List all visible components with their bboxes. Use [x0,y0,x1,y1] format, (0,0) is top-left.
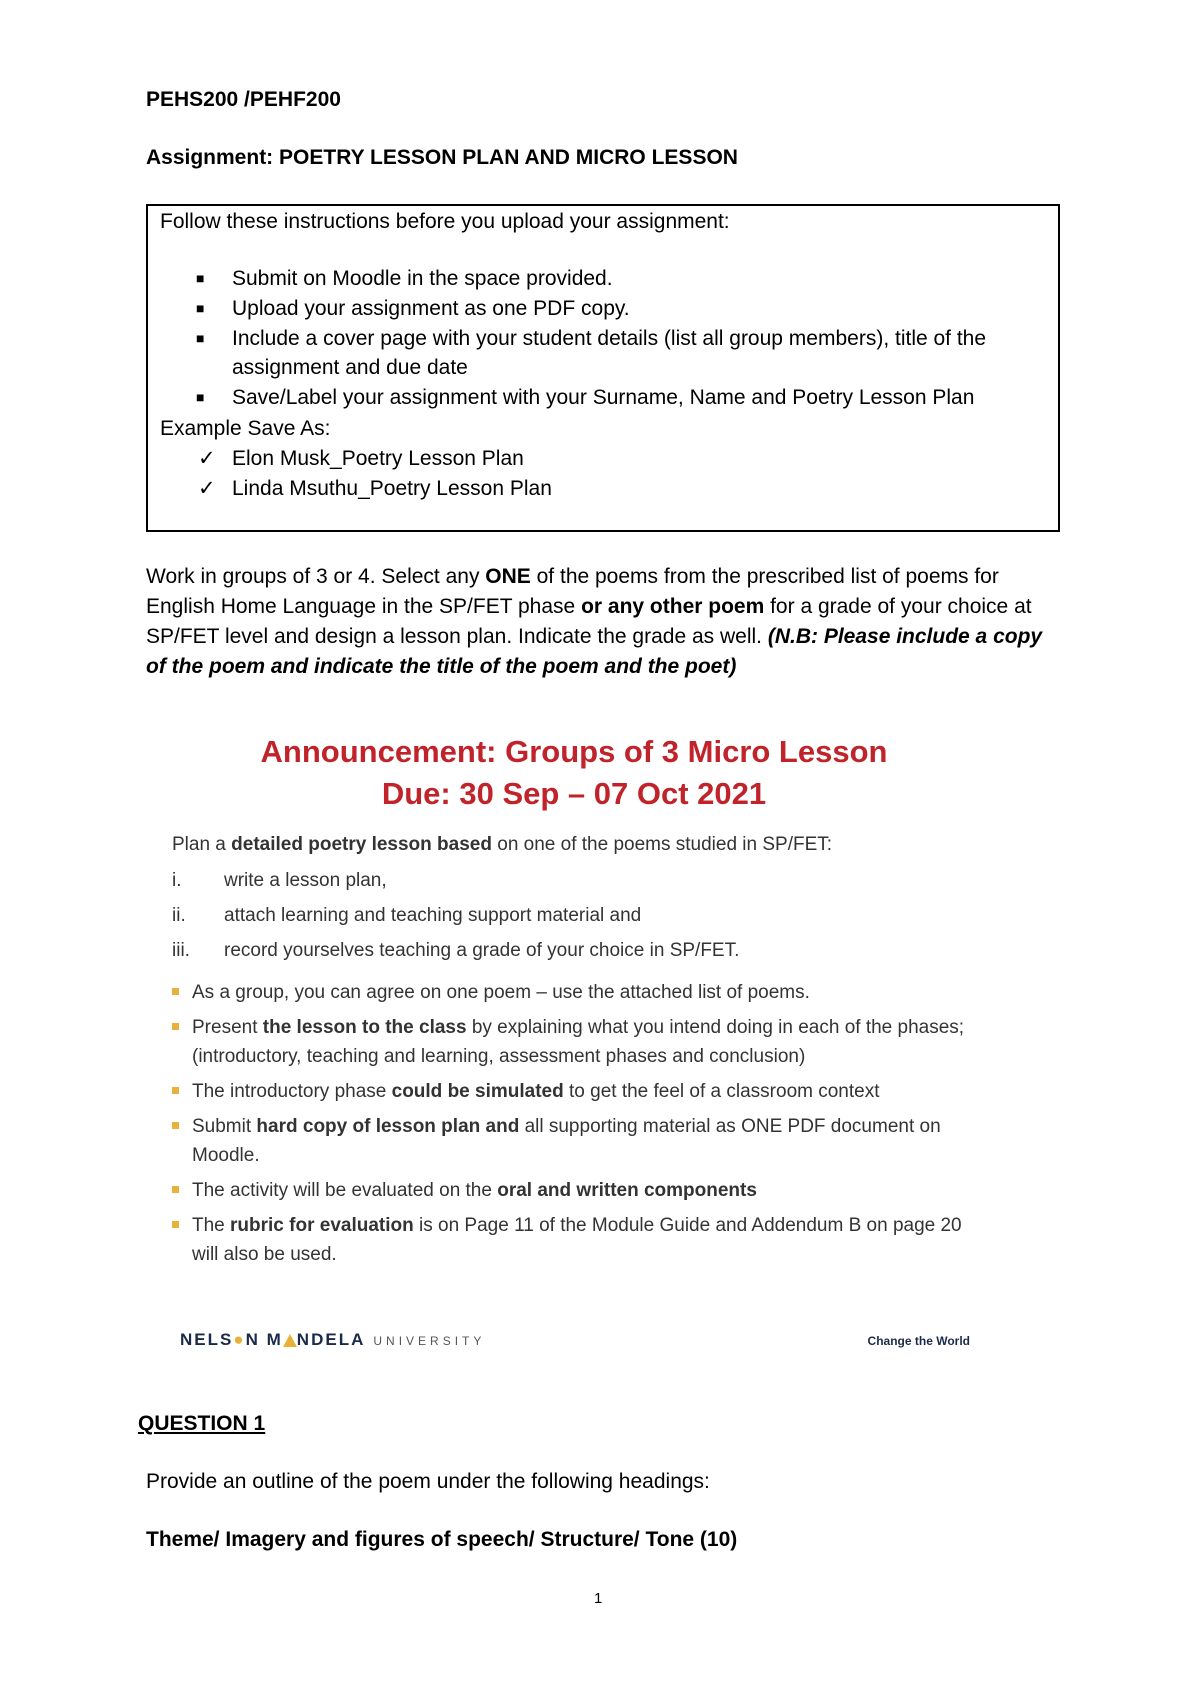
list-item: The rubric for evaluation is on Page 11 of the Module Guide and Addendum B on page 20 will also be used. [172,1211,972,1269]
checkmark-icon: ✓ [198,477,216,500]
bullet-square-icon [172,1122,179,1129]
bullet-square-icon [172,988,179,995]
announcement-steps [172,870,739,975]
triangle-icon [283,1334,297,1347]
list-item: The activity will be evaluated on the oral and written components [172,1176,972,1205]
instructions-list [160,264,1050,413]
list-item: ii. attach learning and teaching support material and [172,905,642,926]
work-instructions-paragraph: Work in groups of 3 or 4. Select any ONE of the poems from the prescribed list of poems for English Home Language in the SP/FET phase or any other poem for a grade of your choice at SP/FET level and design a lesson plan. Indicate the grade as well. (N.B: Please include a copy of the poem and indicate the title of the poem and the poet) [146,565,1043,678]
announcement-due-date: Due: 30 Sep – 07 Oct 2021 [381,776,767,811]
example-list [160,444,552,504]
note-text: (N.B: Please include a copy of the poem and indicate the title of the poem and the poet) [146,625,1043,678]
list-item: The introductory phase could be simulated to get the feel of a classroom context [172,1077,972,1106]
list-item: ✓ Linda Msuthu_Poetry Lesson Plan [160,474,552,504]
announcement-title: Announcement: Groups of 3 Micro Lesson [260,734,888,769]
list-item: ✓ Elon Musk_Poetry Lesson Plan [160,444,552,474]
bullet-square-icon [172,1186,179,1193]
question-headings: Theme/ Imagery and figures of speech/ Structure/ Tone (10) [146,1528,738,1551]
list-item: ■ Save/Label your assignment with your Surname, Name and Poetry Lesson Plan [160,383,1050,412]
list-item: Present the lesson to the class by explaining what you intend doing in each of the phases; (introductory, teaching and learning, assessment phases and conclusion) [172,1013,972,1071]
bullet-square-icon: ■ [196,330,205,346]
example-label: Example Save As: [160,417,331,440]
bullet-square-icon: ■ [196,300,205,316]
list-item: As a group, you can agree on one poem – use the attached list of poems. [172,978,972,1007]
course-code: PEHS200 /PEHF200 [146,88,341,111]
list-item: ■ Include a cover page with your student details (list all group members), title of the assignment and due date [160,324,1050,382]
bullet-square-icon [172,1023,179,1030]
assignment-title: Assignment: POETRY LESSON PLAN AND MICRO LESSON [146,146,738,169]
instructions-heading: Follow these instructions before you upload your assignment: [160,210,730,233]
list-item: i. write a lesson plan, [172,870,387,891]
bullet-square-icon [172,1087,179,1094]
list-item: iii. record yourselves teaching a grade of your choice in SP/FET. [172,940,740,961]
announcement-bullets [172,978,972,1275]
bullet-square-icon: ■ [196,270,205,286]
list-item: ■ Upload your assignment as one PDF copy. [160,294,1050,323]
instructions-box [146,204,1060,532]
question-prompt: Provide an outline of the poem under the following headings: [146,1470,710,1493]
bullet-square-icon: ■ [196,389,205,405]
university-logo: NELS●N M NDELA UNIVERSITY [180,1330,486,1349]
list-item: Submit hard copy of lesson plan and all supporting material as ONE PDF document on Moodle. [172,1112,972,1170]
announcement-slide-image [130,720,1018,1380]
announcement-intro: Plan a detailed poetry lesson based on one of the poems studied in SP/FET: [172,834,833,855]
question-heading: QUESTION 1 [138,1412,266,1435]
checkmark-icon: ✓ [198,447,216,470]
tagline: Change the World [867,1334,970,1348]
slide-footer [180,1330,970,1356]
list-item: ■ Submit on Moodle in the space provided. [160,264,1050,293]
page-number: 1 [594,1590,603,1607]
bullet-square-icon [172,1221,179,1228]
